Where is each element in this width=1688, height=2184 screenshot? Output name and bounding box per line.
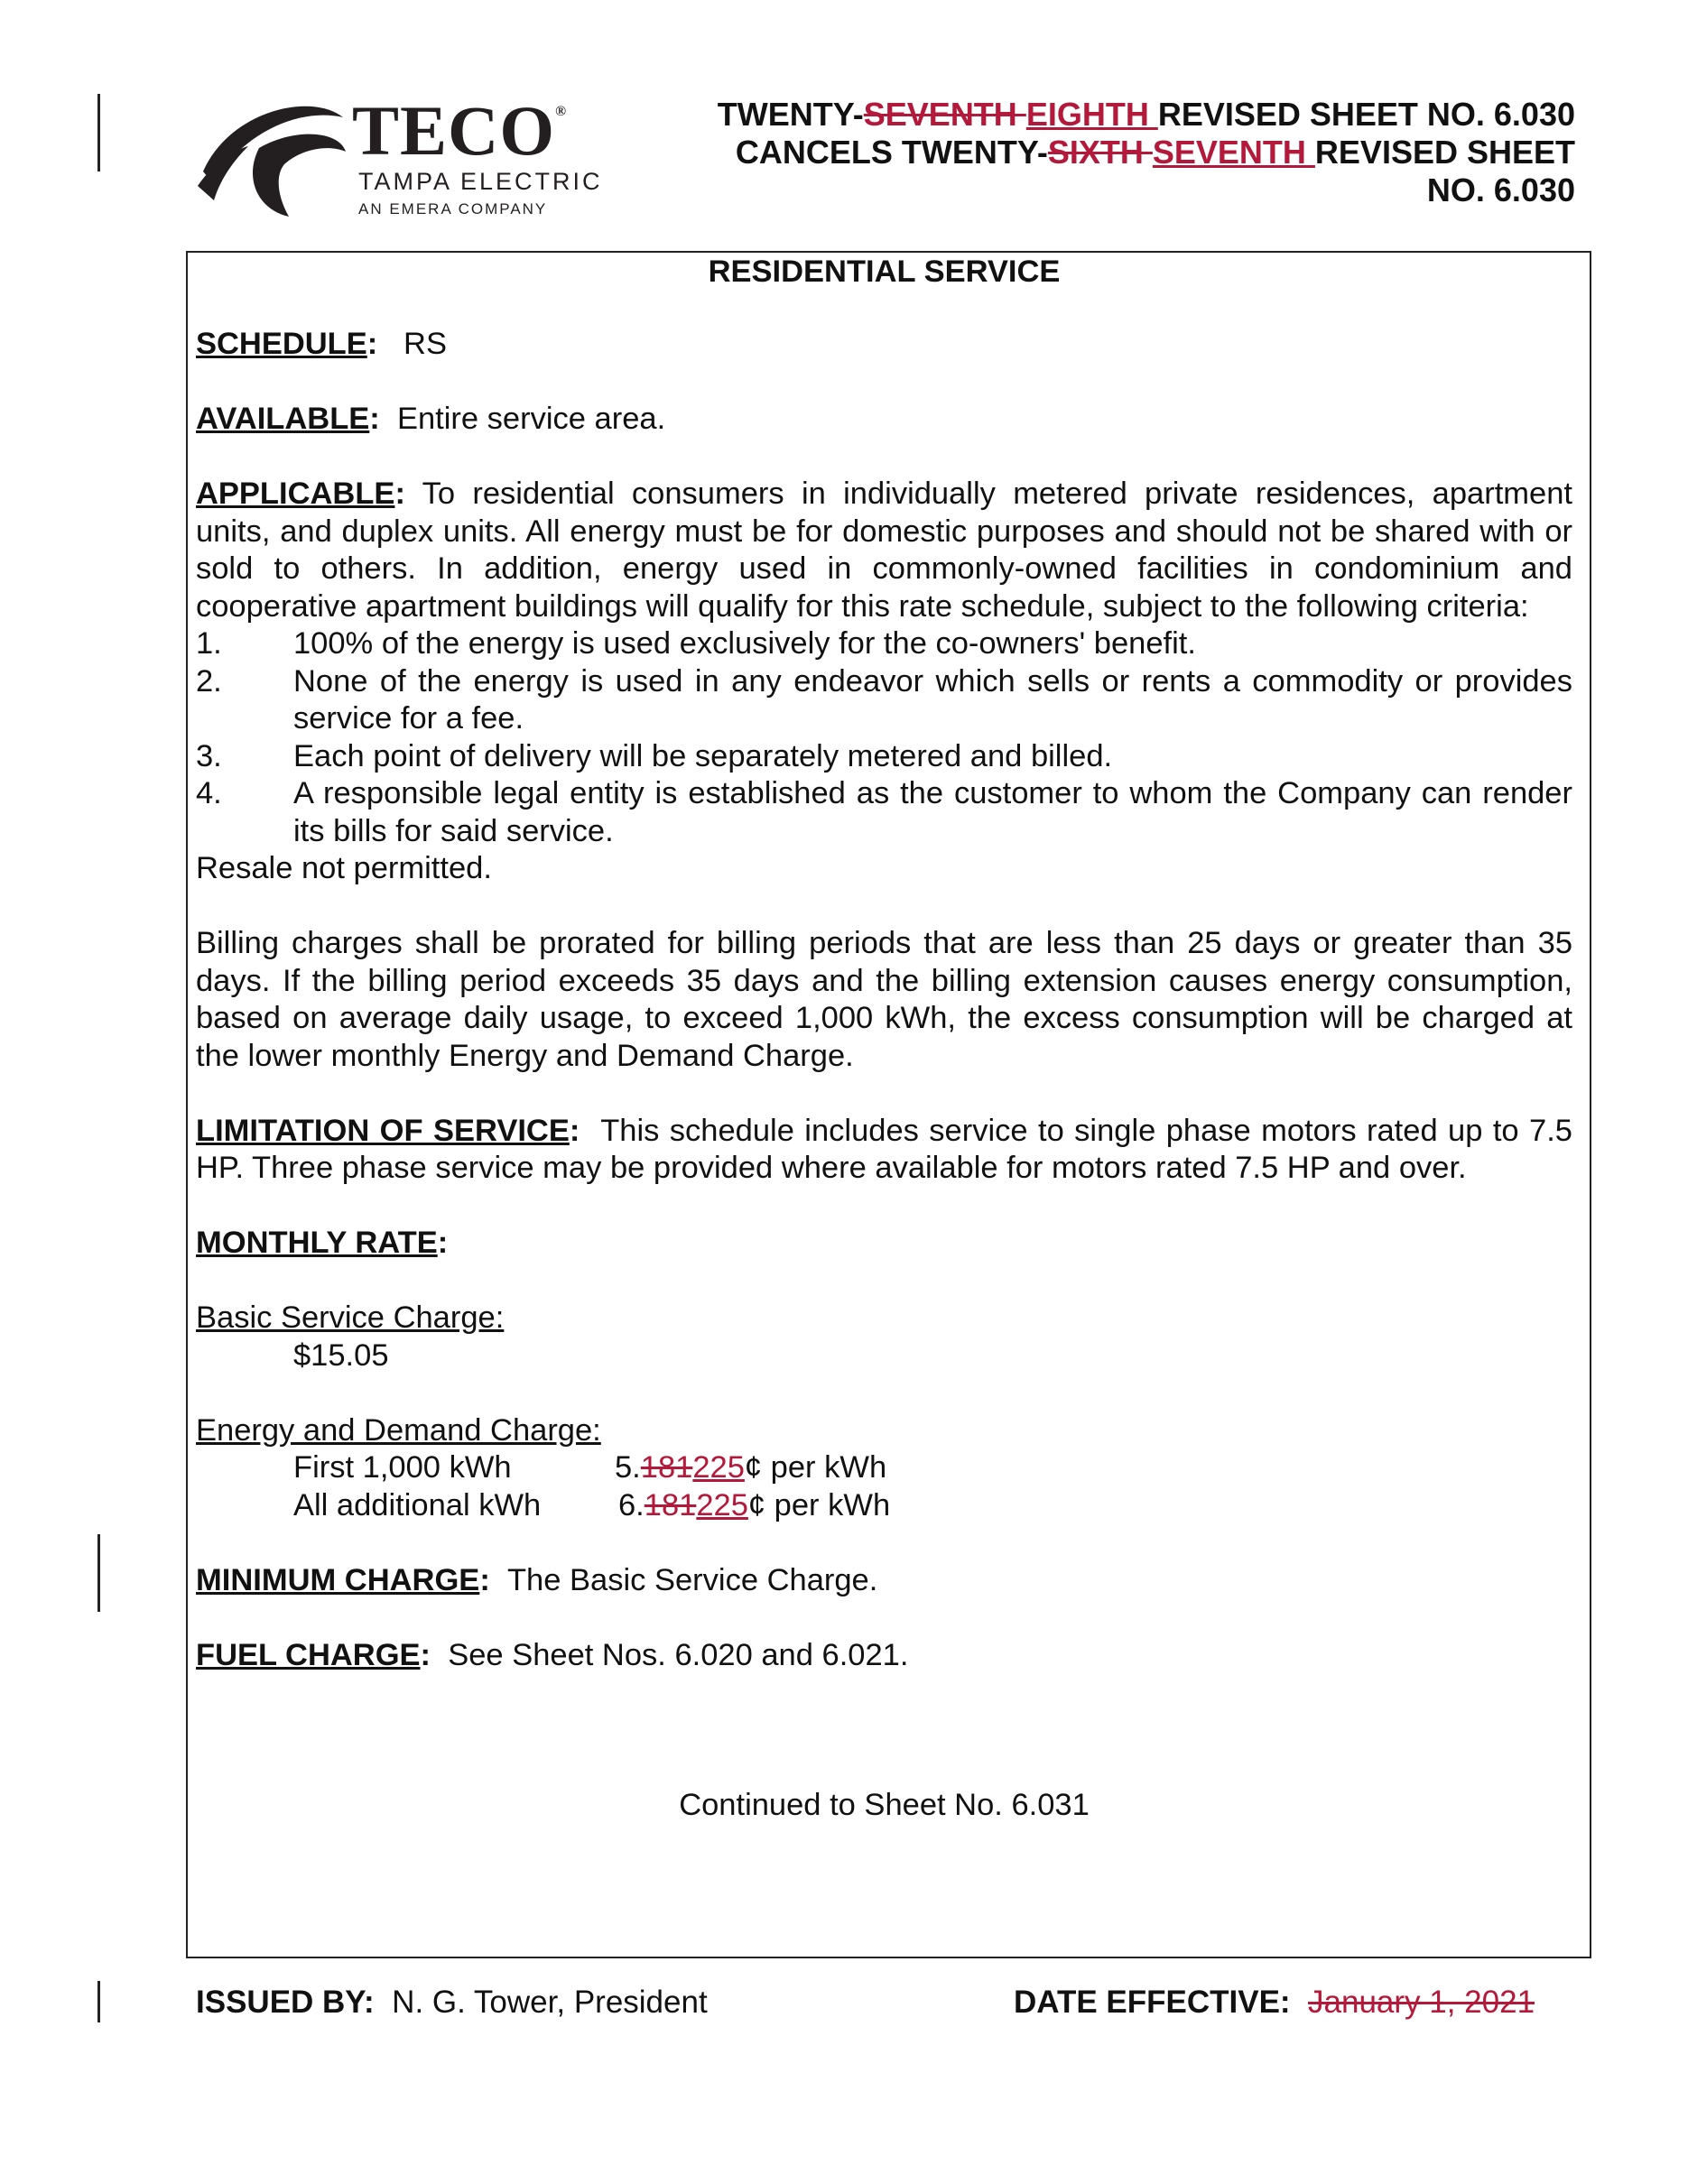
sheet-line-1: TWENTY-SEVENTH EIGHTH REVISED SHEET NO. 6.030 (717, 96, 1575, 133)
basic-service-label: Basic Service Charge: (196, 1300, 505, 1335)
change-bar (97, 94, 100, 171)
rate-row: First 1,000 kWh 5.181225¢ per kWh (293, 1450, 887, 1485)
sheet-line-2: CANCELS TWENTY-SIXTH SEVENTH REVISED SHEET (735, 134, 1575, 171)
sheet-number-header (718, 96, 1575, 209)
energy-charge-label: Energy and Demand Charge: (196, 1412, 601, 1448)
continued-note: Continued to Sheet No. 6.031 (679, 1787, 1090, 1822)
list-item: 4. A responsible legal entity is established as the customer to whom the Company can render its bills for said service. (196, 776, 1572, 848)
change-bar (97, 1981, 100, 2022)
resale-note: Resale not permitted. (196, 851, 492, 885)
list-item: 1. 100% of the energy is used exclusively for the co-owners' benefit. (196, 626, 1196, 661)
available-section: AVAILABLE: Entire service area. (196, 402, 666, 436)
basic-service-value: $15.05 (293, 1337, 389, 1373)
date-effective: DATE EFFECTIVE: January 1, 2021 (1014, 1985, 1535, 2020)
monthly-rate-heading: MONTHLY RATE: (196, 1226, 449, 1260)
tariff-content (196, 254, 1572, 1824)
billing-paragraph: Billing charges shall be prorated for billing periods that are less than 25 days or greater than 35 days. If the billing period exceeds 35 days and the billing extension causes energy consumption, based on average daily usage, to exceed 1,000 kWh, the excess consumption will be charged at the lower monthly Energy and Demand Charge. (196, 926, 1572, 1073)
limitation-section: LIMITATION OF SERVICE: This schedule includes service to single phase motors rated up to 7.5 HP. Three phase service may be provided where available for motors rated 7.5 HP and over. (196, 1113, 1572, 1185)
list-item: 3. Each point of delivery will be separately metered and billed. (196, 738, 1113, 773)
sheet-line-3: NO. 6.030 (1426, 171, 1575, 208)
applicable-section: APPLICABLE: To residential consumers in individually metered private residences, apartment units, and duplex units. All energy must be for domestic purposes and should not be shared with or sold to others. In addition, energy used in commonly-owned facilities in condominium and cooperative apartment buildings will qualify for this rate schedule, subject to the following criteria: (196, 477, 1572, 624)
schedule-section: SCHEDULE: RS (196, 327, 447, 361)
teco-logo (194, 92, 663, 227)
change-bar (97, 1534, 100, 1612)
rate-row: All additional kWh 6.181225¢ per kWh (293, 1487, 891, 1522)
minimum-charge-section: MINIMUM CHARGE: The Basic Service Charge. (196, 1562, 878, 1597)
fuel-charge-section: FUEL CHARGE: See Sheet Nos. 6.020 and 6.021. (196, 1637, 909, 1672)
logo-company-name: TAMPA ELECTRIC (358, 168, 603, 195)
document-title: RESIDENTIAL SERVICE (708, 254, 1061, 289)
list-item: 2. None of the energy is used in any endeavor which sells or rents a commodity or provides service for a fee. (196, 663, 1572, 736)
logo-parent-company: AN EMERA COMPANY (358, 200, 548, 217)
teco-swoosh-icon (194, 92, 348, 218)
schedule-value: RS (403, 327, 447, 361)
issued-by: ISSUED BY: N. G. Tower, President (196, 1985, 708, 2020)
logo-wordmark: TECO® (352, 91, 568, 170)
